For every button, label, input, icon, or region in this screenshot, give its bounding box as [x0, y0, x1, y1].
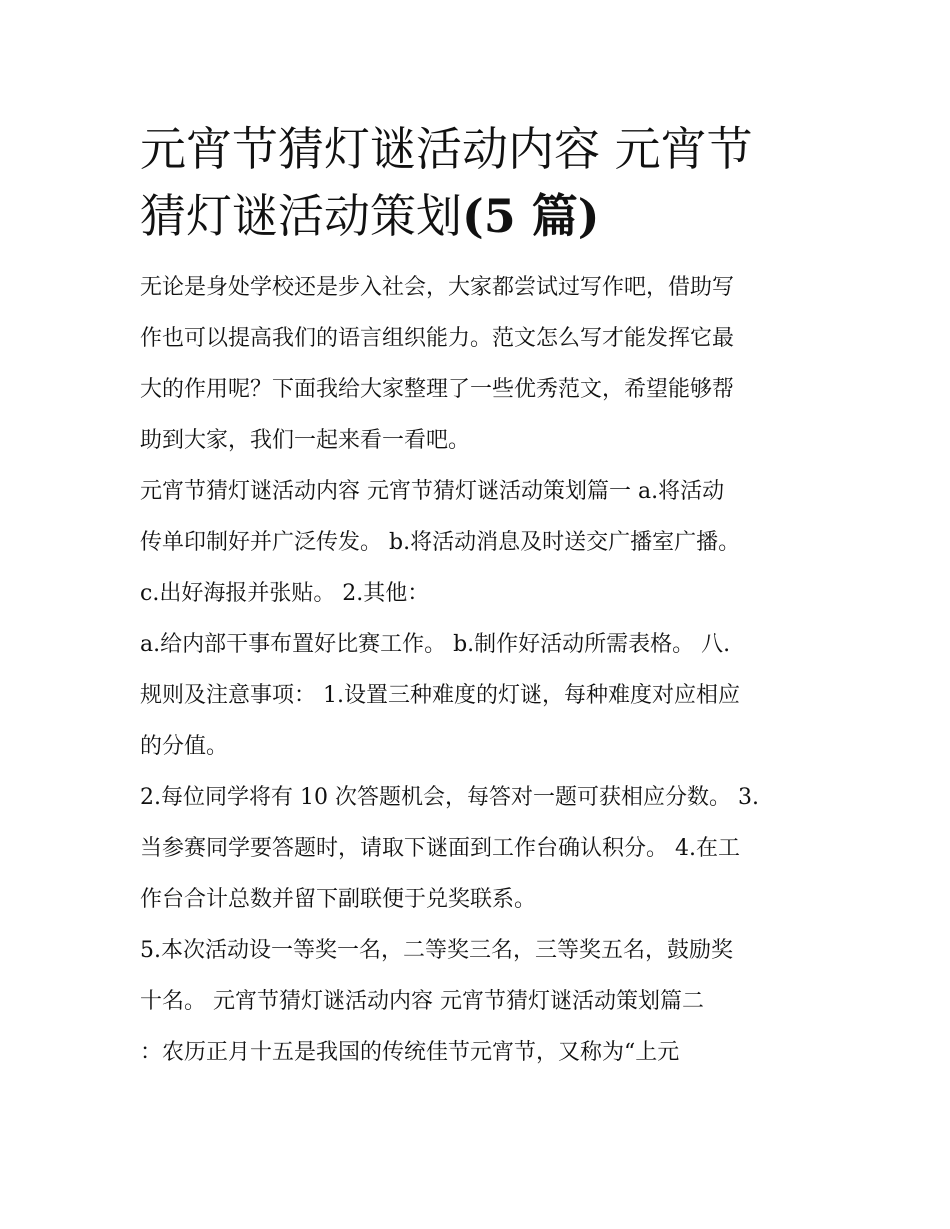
document-content — [140, 116, 812, 1078]
title-line-2-suffix: (5 篇) — [462, 189, 600, 243]
paragraph-awards: 5.本次活动设一等奖一名，二等奖三名，三等奖五名，鼓励奖 十名。 元宵节猜灯谜活动内容 元宵节猜灯谜活动策划篇二 ：农历正月十五是我国的传统佳节元宵节，又称为“上元 — [140, 938, 733, 1065]
paragraph-part-one: 元宵节猜灯谜活动内容 元宵节猜灯谜活动策划篇一 a.将活动 传单印制好并广泛传发。 b.将活动消息及时送交广播室广播。 c.出好海报并张贴。 2.其他： — [140, 479, 741, 606]
title-line-1: 元宵节猜灯谜活动内容 元宵节 — [140, 122, 753, 176]
title-line-2-prefix: 猜灯谜活动策划 — [140, 189, 462, 243]
paragraph-intro: 无论是身处学校还是步入社会，大家都尝试过写作吧，借助写 作也可以提高我们的语言组织能力。范文怎么写才能发挥它最 大的作用呢？下面我给大家整理了一些优秀范文，希望能够帮 助到大家，我们一起来看一看吧。 — [140, 275, 735, 453]
paragraph-rules: 2.每位同学将有 10 次答题机会，每答对一题可获相应分数。 3. 当参赛同学要答题时，请取下谜面到工作台确认积分。 4.在工 作台合计总数并留下副联便于兑奖联系。 — [140, 785, 759, 912]
document-title — [140, 116, 812, 250]
paragraph-preparation: a.给内部干事布置好比赛工作。 b.制作好活动所需表格。 八. 规则及注意事项： 1.设置三种难度的灯谜，每种难度对应相应 的分值。 — [140, 632, 740, 759]
document-body — [140, 262, 812, 1078]
